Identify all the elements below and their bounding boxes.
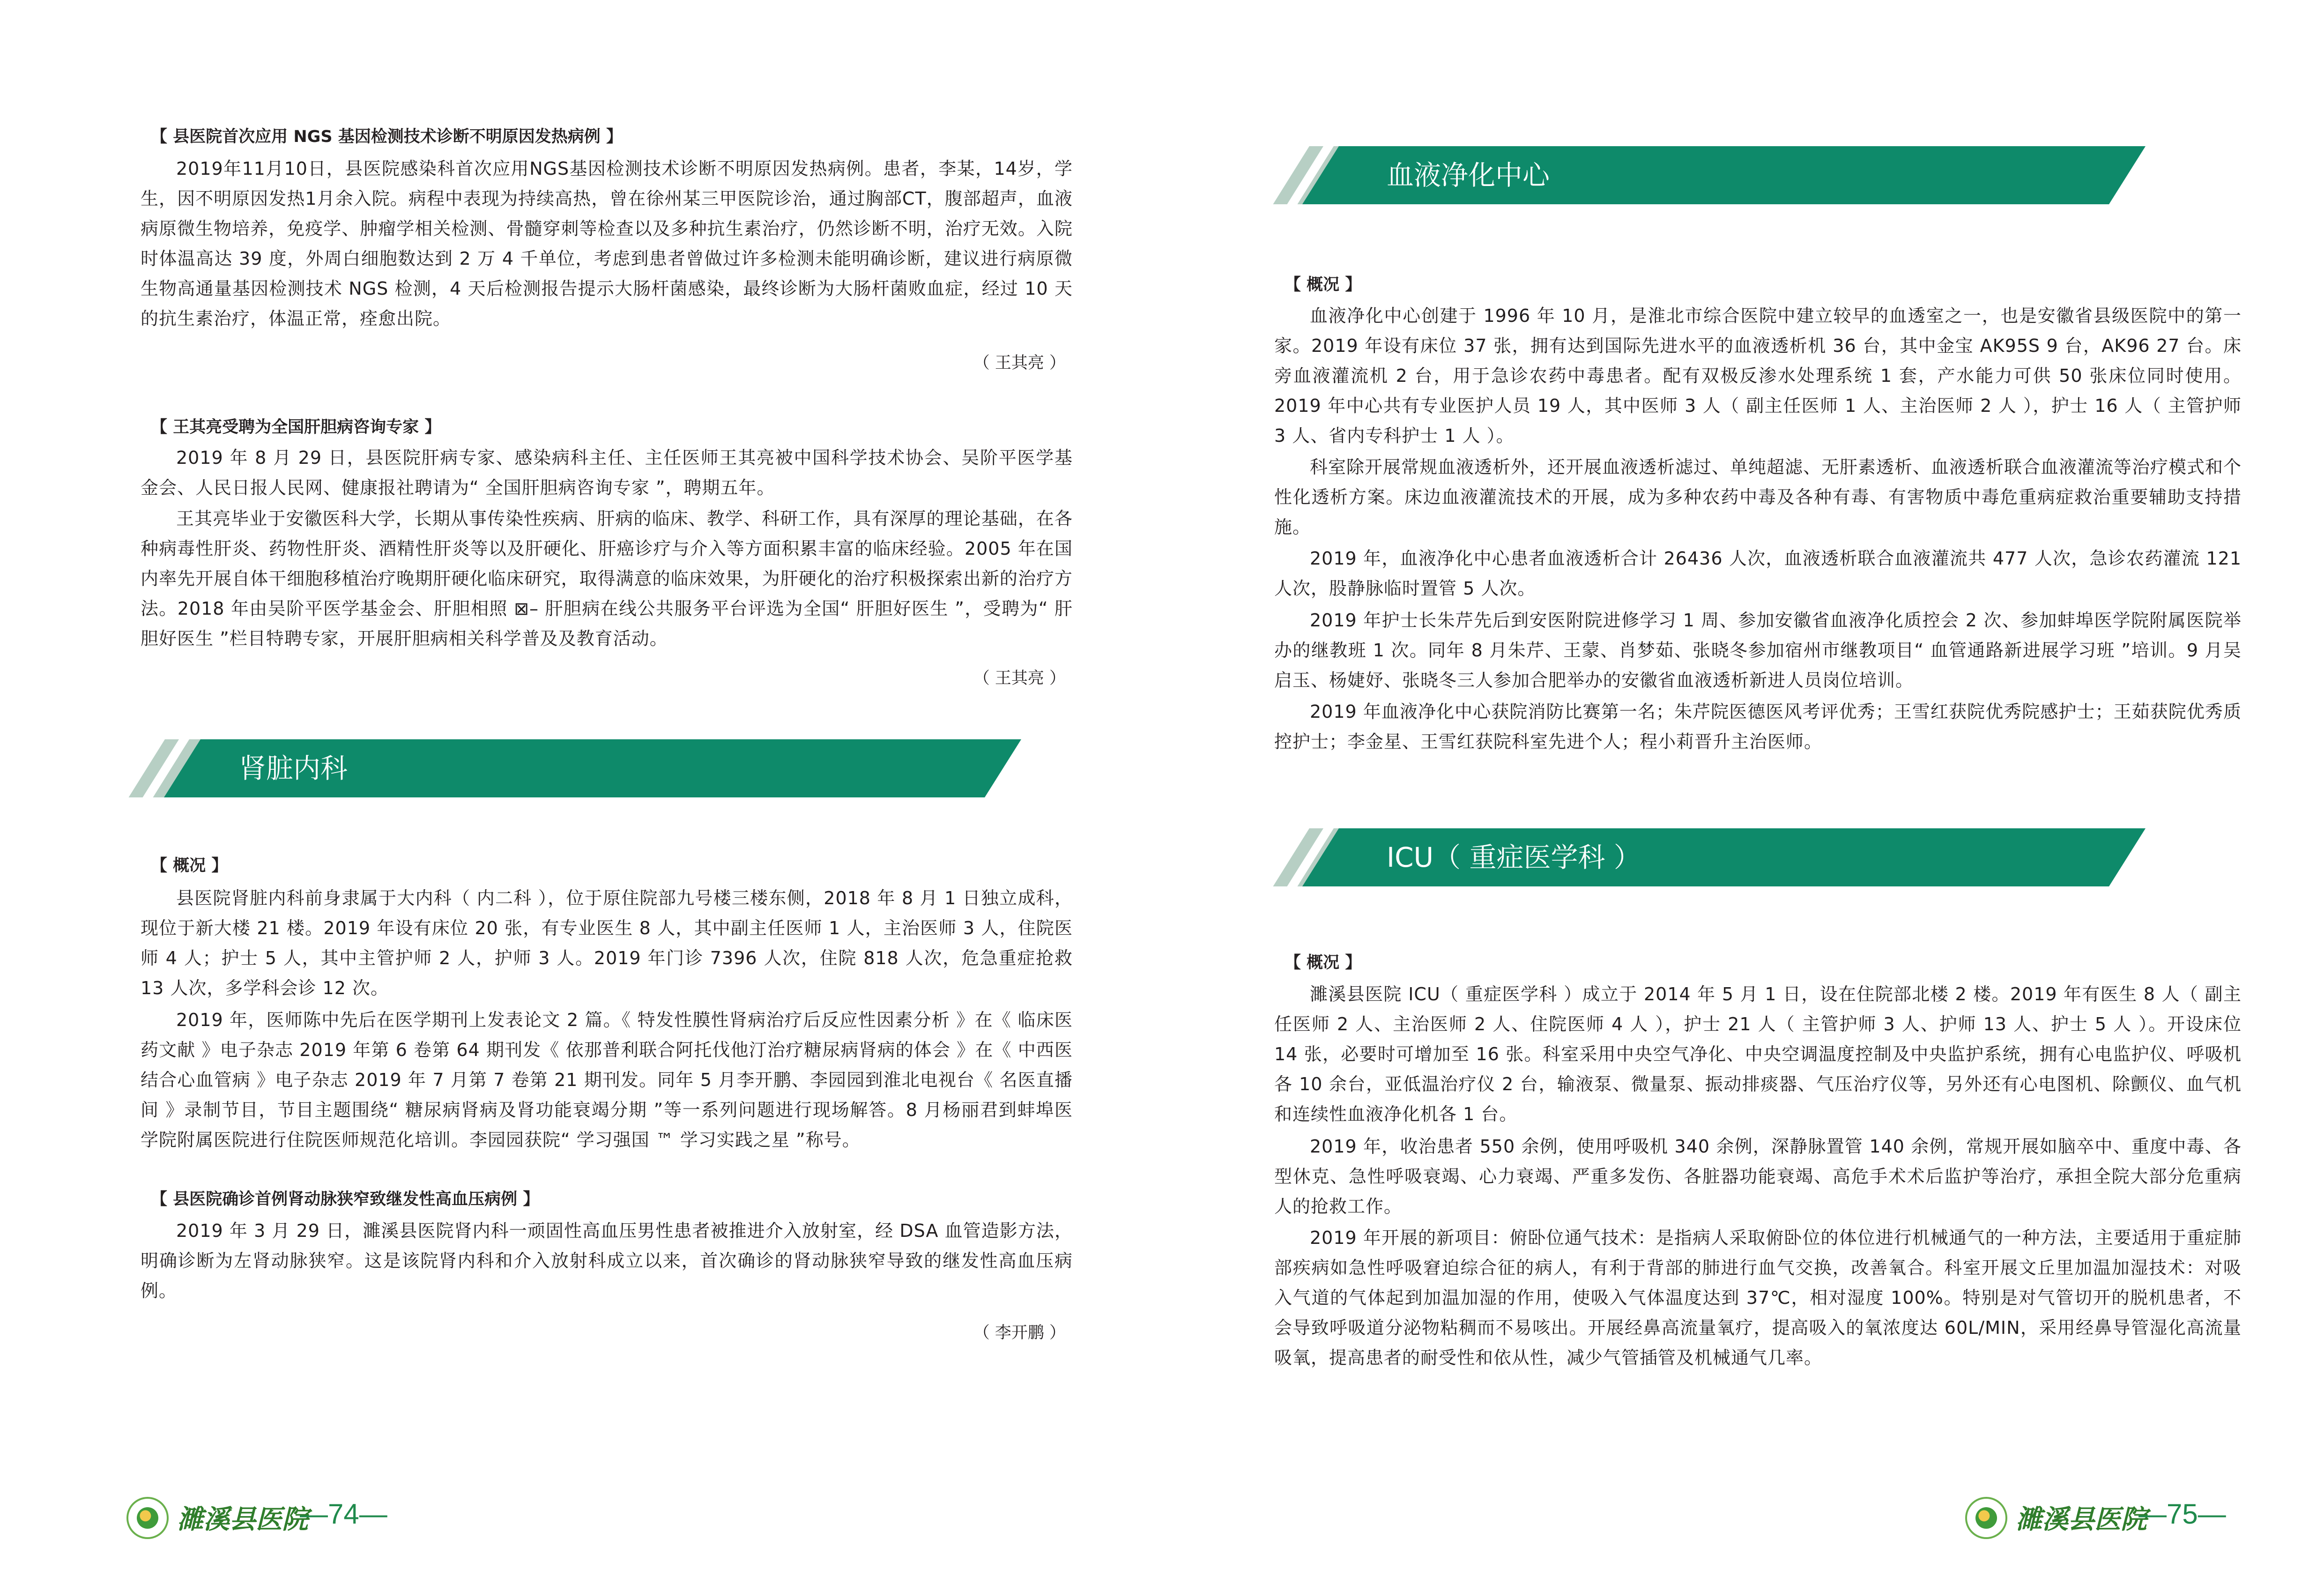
blood-overview-paragraph-2: 科室除开展常规血液透析外，还开展血液透析滤过、单纯超滤、无肝素透析、血液透析联合血液灌流等治疗模式和个性化透析方案。床边血液灌流技术的开展，成为多种农药中毒及各种有毒、有害物质中毒危重病症救治重要辅助支持措施。 xyxy=(1274,457,2242,537)
nephro-overview-paragraph-1: 县医院肾脏内科前身隶属于大内科（ 内二科 ），位于原住院部九号楼三楼东侧，2018 年 8 月 1 日独立成科，现位于新大楼 21 楼。2019 年设有床位 20 张，有专业医生 8 人，其中副主任医师 1 人，主治医师 3 人，住院医师 4 人；护士 5 人，其中主管护师 2 人，护师 3 人。2019 年门诊 7396 人次，住院 818 人次，危急重症抢救 13 人次，多学科会诊 12 次。 xyxy=(141,888,1073,998)
ngs-case-author: （ 王其亮 ） xyxy=(973,354,1066,372)
page-number: —75— xyxy=(2138,1498,2226,1530)
blood-overview-paragraph-5: 2019 年血液净化中心获院消防比赛第一名；朱芹院医德医风考评优秀；王雪红获院优秀院感护士；王茹获院优秀质控护士；李金星、王雪红获院科室先进个人；程小莉晋升主治医师。 xyxy=(1274,701,2242,752)
blood-purification-banner xyxy=(1274,146,2164,204)
icu-banner-title: ICU（ 重症医学科 ） xyxy=(1387,841,1641,873)
ngs-case-paragraph: 2019年11月10日，县医院感染科首次应用NGS基因检测技术诊断不明原因发热病例。患者，李某，14岁，学生，因不明原因发热1月余入院。病程中表现为持续高热，曾在徐州某三甲医院诊治，通过胸部CT，腹部超声，血液病原微生物培养，免疫学、肿瘤学相关检测、骨髓穿刺等检查以及多种抗生素治疗，仍然诊断不明，治疗无效。入院时体温高达 39 度，外周白细胞数达到 2 万 4 千单位，考虑到患者曾做过许多检测未能明确诊断，建议进行病原微生物高通量基因检测技术 NGS 检测，4 天后检测报告提示大肠杆菌感染，最终诊断为大肠杆菌败血症，经过 10 天的抗生素治疗，体温正常，痊愈出院。 xyxy=(141,158,1073,329)
left-footer xyxy=(126,1497,408,1539)
wql-author: （ 王其亮 ） xyxy=(973,669,1066,688)
nephrology-banner xyxy=(126,739,1063,797)
ngs-case-heading: 【 县医院首次应用 NGS 基因检测技术诊断不明原因发热病例 】 xyxy=(151,127,623,146)
wql-paragraph-2: 王其亮毕业于安徽医科大学，长期从事传染性疾病、肝病的临床、教学、科研工作，具有深厚的理论基础，在各种病毒性肝炎、药物性肝炎、酒精性肝炎等以及肝硬化、肝癌诊疗与介入等方面积累丰富的临床经验。2005 年在国内率先开展自体干细胞移植治疗晚期肝硬化临床研究，取得满意的临床效果，为肝硬化的治疗积极探索出新的治疗方法。2018 年由吴阶平医学基金会、肝胆相照 ⊠– 肝胆病在线公共服务平台评选为全国“ 肝胆好医生 ”，受聘为“ 肝胆好医生 ”栏目特聘专家，开展肝胆病相关科学普及及教育活动。 xyxy=(141,508,1073,649)
page-number: —74— xyxy=(300,1498,387,1530)
icu-overview-paragraph-1: 濉溪县医院 ICU（ 重症医学科 ）成立于 2014 年 5 月 1 日，设在住院部北楼 2 楼。2019 年有医生 8 人（ 副主任医师 2 人、主治医师 2 人、住院医师 4 人 ），护士 21 人（ 主管护师 3 人、护师 13 人、护士 5 人 ）。开设床位 14 张，必要时可增加至 16 张。科室采用中央空气净化、中央空调温度控制及中央监护系统，拥有心电监护仪、呼吸机各 10 余台，亚低温治疗仪 2 台，输液泵、微量泵、振动排痰器、气压治疗仪等，另外还有心电图机、除颤仪、血气机和连续性血液净化机各 1 台。 xyxy=(1274,984,2242,1124)
renal-case-heading: 【 县医院确诊首例肾动脉狭窄致继发性高血压病例 】 xyxy=(151,1190,540,1209)
hospital-logo-text: 濉溪县医院 xyxy=(177,1504,308,1535)
icu-overview-paragraph-3: 2019 年开展的新项目：俯卧位通气技术：是指病人采取俯卧位的体位进行机械通气的一种方法，主要适用于重症肺部疾病如急性呼吸窘迫综合征的病人，有利于背部的肺进行血气交换，改善氧合。科室开展文丘里加温加湿技术：对吸入气道的气体起到加温加湿的作用，使吸入气体温度达到 37℃，相对湿度 100%。特别是对气管切开的脱机患者，不会导致呼吸道分泌物粘稠而不易咳出。开展经鼻高流量氧疗，提高吸入的氧浓度达 60L/MIN，采用经鼻导管湿化高流量吸氧，提高患者的耐受性和依从性，减少气管插管及机械通气几率。 xyxy=(1274,1227,2242,1368)
nephro-overview-paragraph-2: 2019 年，医师陈中先后在医学期刊上发表论文 2 篇。《 特发性膜性肾病治疗后反应性因素分析 》在《 临床医药文献 》电子杂志 2019 年第 6 卷第 64 期刊发《 依那普利联合阿托伐他汀治疗糖尿病肾病的体会 》在《 中西医结合心血管病 》电子杂志 2019 年 7 月第 7 卷第 21 期刊发。同年 5 月李开鹏、李园园到淮北电视台《 名医直播间 》录制节目，节目主题围绕“ 糖尿病肾病及肾功能衰竭分期 ”等一系列问题进行现场解答。8 月杨丽君到蚌埠医学院附属医院进行住院医师规范化培训。李园园获院“ 学习强国 ™ 学习实践之星 ”称号。 xyxy=(141,1010,1073,1150)
renal-case-paragraph: 2019 年 3 月 29 日，濉溪县医院肾内科一顽固性高血压男性患者被推进介入放射室，经 DSA 血管造影方法，明确诊断为左肾动脉狭窄。这是该院肾内科和介入放射科成立以来，首次确诊的肾动脉狭窄导致的继发性高血压病例。 xyxy=(141,1220,1073,1301)
hospital-logo-text: 濉溪县医院 xyxy=(2016,1504,2147,1535)
right-footer xyxy=(1965,1497,2246,1539)
blood-overview-paragraph-4: 2019 年护士长朱芹先后到安医附院进修学习 1 周、参加安徽省血液净化质控会 2 次、参加蚌埠医学院附属医院举办的继教班 1 次。同年 8 月朱芹、王蒙、肖梦茹、张晓冬参加宿州市继教项目“ 血管通路新进展学习班 ”培训。9 月吴启玉、杨婕妤、张晓冬三人参加合肥举办的安徽省血液透析新进人员岗位培训。 xyxy=(1274,610,2242,691)
hospital-logo-icon xyxy=(1965,1497,2007,1539)
icu-banner xyxy=(1274,828,2164,886)
wql-paragraph-1: 2019 年 8 月 29 日，县医院肝病专家、感染病科主任、主任医师王其亮被中国科学技术协会、吴阶平医学基金会、人民日报人民网、健康报社聘请为“ 全国肝胆病咨询专家 ”，聘期五年。 xyxy=(141,447,1073,498)
wql-heading: 【 王其亮受聘为全国肝胆病咨询专家 】 xyxy=(151,418,441,437)
icu-overview-heading: 【 概况 】 xyxy=(1285,953,1362,972)
renal-case-author: （ 李开鹏 ） xyxy=(973,1324,1066,1342)
icu-overview-paragraph-2: 2019 年，收治患者 550 余例，使用呼吸机 340 余例，深静脉置管 140 余例，常规开展如脑卒中、重度中毒、各型休克、急性呼吸衰竭、心力衰竭、严重多发伤、各脏器功能衰竭、高危手术术后监护等治疗，承担全院大部分危重病人的抢救工作。 xyxy=(1274,1136,2242,1217)
blood-purification-banner-title: 血液净化中心 xyxy=(1387,159,1550,191)
blood-overview-heading: 【 概况 】 xyxy=(1285,275,1362,294)
blood-overview-paragraph-3: 2019 年，血液净化中心患者血液透析合计 26436 人次，血液透析联合血液灌流共 477 人次，急诊农药灌流 121 人次，股静脉临时置管 5 人次。 xyxy=(1274,548,2242,599)
nephro-overview-heading: 【 概况 】 xyxy=(151,856,228,875)
hospital-logo-icon xyxy=(126,1497,169,1539)
blood-overview-paragraph-1: 血液净化中心创建于 1996 年 10 月，是淮北市综合医院中建立较早的血透室之一，也是安徽省县级医院中的第一家。2019 年设有床位 37 张，拥有达到国际先进水平的血液透析机 36 台，其中金宝 AK95S 9 台，AK96 27 台。床旁血液灌流机 2 台，用于急诊农药中毒患者。配有双极反渗水处理系统 1 套，产水能力可供 50 张床位同时使用。2019 年中心共有专业医护人员 19 人，其中医师 3 人（ 副主任医师 1 人、主治医师 2 人 ），护士 16 人（ 主管护师 3 人、省内专科护士 1 人 ）。 xyxy=(1274,305,2242,446)
nephrology-banner-title: 肾脏内科 xyxy=(239,752,348,784)
